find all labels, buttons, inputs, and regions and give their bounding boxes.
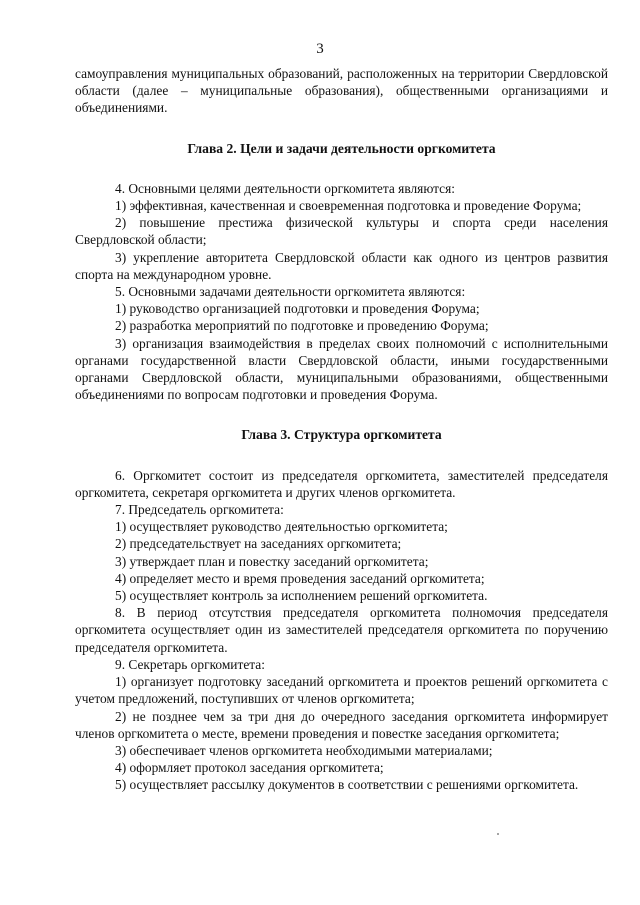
page-number: 3 xyxy=(316,41,324,57)
ch3-secretary-duty-4: 4) оформляет протокол заседания оргкомитета; xyxy=(115,760,384,776)
ch2-task-2: 2) разработка мероприятий по подготовке и проведению Форума; xyxy=(115,318,489,334)
ch2-paragraph-goals-intro: 4. Основными целями деятельности оргкомитета являются: xyxy=(115,180,455,196)
ch3-paragraph-8: 8. В период отсутствия председателя оргкомитета полномочия председателя оргкомитета осуществляет один из заместителей председателя оргкомитета по поручению председателя оргкомитета. xyxy=(75,605,608,655)
ch3-secretary-duty-2: 2) не позднее чем за три дня до очередного заседания оргкомитета информирует членов оргкомитета о месте, времени проведения и повестке заседания оргкомитета; xyxy=(75,708,608,741)
ch2-goal-3: 3) укрепление авторитета Свердловской области как одного из центров развития спорта на международном уровне. xyxy=(75,249,608,282)
ch2-task-3: 3) организация взаимодействия в пределах своих полномочий с исполнительными органами государственной власти Свердловской области, иными государственными органами Свердловской области, муниципальными образованиями, общественными объединениями по вопросам подготовки и проведения Форума. xyxy=(75,335,608,403)
ch3-chair-duty-5: 5) осуществляет контроль за исполнением решений оргкомитета. xyxy=(115,588,488,604)
ch3-chair-duty-4: 4) определяет место и время проведения заседаний оргкомитета; xyxy=(115,570,485,586)
document-body xyxy=(75,65,608,794)
ch3-secretary-duty-1: 1) организует подготовку заседаний оргкомитета и проектов решений оргкомитета с учетом предложений, поступивших от членов оргкомитета; xyxy=(75,674,608,707)
ch3-paragraph-9: 9. Секретарь оргкомитета: xyxy=(115,656,265,672)
ch3-paragraph-6: 6. Оргкомитет состоит из председателя оргкомитета, заместителей председателя оргкомитета, секретаря оргкомитета и других членов оргкомитета. xyxy=(75,467,608,500)
ch2-paragraph-tasks-intro: 5. Основными задачами деятельности оргкомитета являются: xyxy=(115,284,466,300)
ch3-chair-duty-1: 1) осуществляет руководство деятельностью оргкомитета; xyxy=(115,519,448,535)
ch3-chair-duty-3: 3) утверждает план и повестку заседаний оргкомитета; xyxy=(115,553,429,569)
ch3-chair-duty-2: 2) председательствует на заседаниях оргкомитета; xyxy=(115,536,402,552)
ch3-secretary-duty-3: 3) обеспечивает членов оргкомитета необходимыми материалами; xyxy=(115,742,493,758)
scan-speck xyxy=(497,833,499,835)
ch3-paragraph-7: 7. Председатель оргкомитета: xyxy=(115,502,284,518)
intro-paragraph: самоуправления муниципальных образований, расположенных на территории Свердловской области (далее – муниципальные образования), общественными организациями и объединениями. xyxy=(75,66,608,116)
ch2-task-1: 1) руководство организацией подготовки и проведения Форума; xyxy=(115,301,480,317)
chapter-3-title: Глава 3. Структура оргкомитета xyxy=(241,427,442,443)
ch2-goal-2: 2) повышение престижа физической культуры и спорта среди населения Свердловской области; xyxy=(75,215,608,248)
ch2-goal-1: 1) эффективная, качественная и своевременная подготовка и проведение Форума; xyxy=(115,198,582,214)
ch3-secretary-duty-5: 5) осуществляет рассылку документов в соответствии с решениями оргкомитета. xyxy=(115,777,579,793)
chapter-2-title: Глава 2. Цели и задачи деятельности оргкомитета xyxy=(187,140,496,156)
